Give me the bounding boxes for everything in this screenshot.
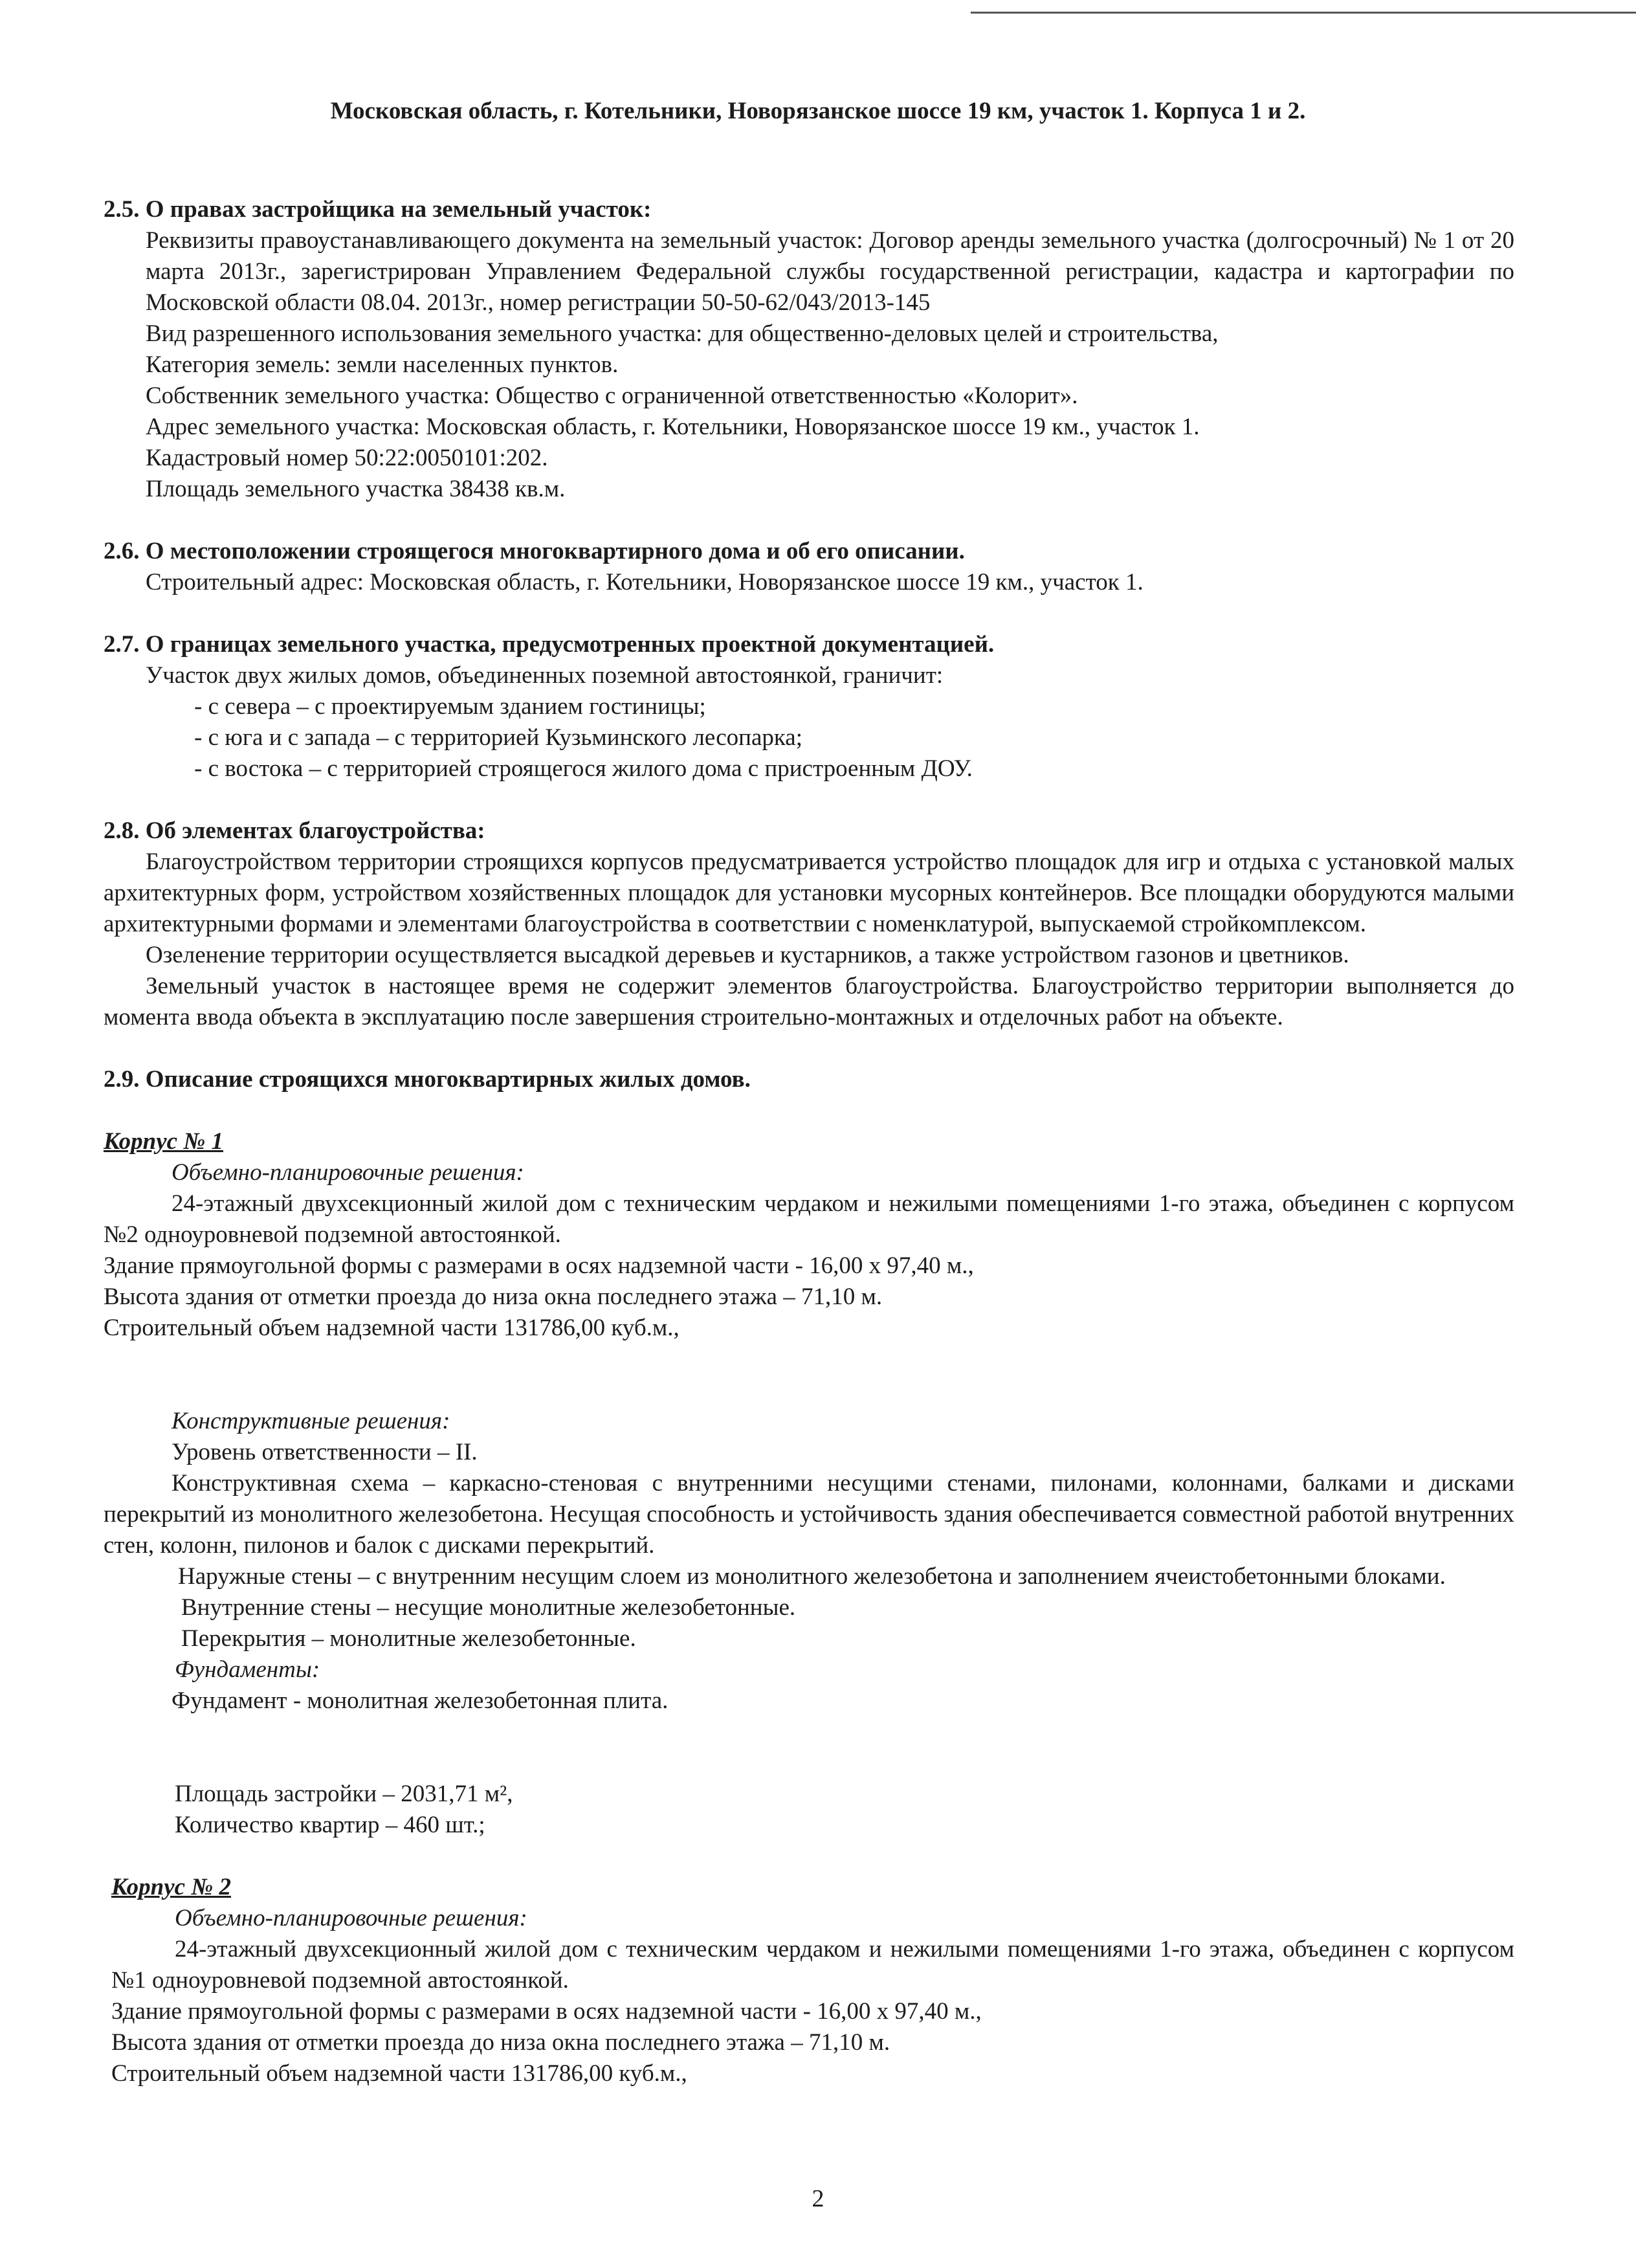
corpus-1-constr-label: Конструктивные решения: [171,1408,450,1434]
section-2-5-paragraph: Площадь земельного участка 38438 кв.м. [146,476,566,502]
section-2-5-paragraph: Адрес земельного участка: Московская область, г. Котельники, Новорязанское шоссе 19 км., участок 1. [146,414,1200,440]
boundary-list-item: - с востока – с территорией строящегося жилого дома с пристроенным ДОУ. [194,755,973,782]
boundary-list-item: - с юга и с запада – с территорией Кузьминского лесопарка; [194,724,802,751]
corpus-1-building-area: Площадь застройки – 2031,71 м², [175,1781,513,1807]
section-2-6-heading: 2.6. О местоположении строящегося многоквартирного дома и об его описании. [104,538,965,564]
corpus-1-constr-paragraph: Наружные стены – с внутренним несущим слоем из монолитного железобетона и заполнением ячеистобетонными блоками. [178,1563,1446,1590]
corpus-2-plan-paragraph: 24-этажный двухсекционный жилой дом с техническим чердаком и нежилыми помещениями 1-го этажа, объединен с корпусом №1 одноуровневой подземной автостоянкой. [111,1936,1514,1994]
corpus-1-plan-paragraph: Строительный объем надземной части 131786,00 куб.м., [104,1315,680,1341]
corpus-1-constr-paragraph: Конструктивная схема – каркасно-стеновая с внутренними несущими стенами, пилонами, колоннами, балками и дисками перекрытий из монолитного железобетона. Несущая способность и устойчивость здания обеспечивается совместной работой внутренних стен, колонн, пилонов и балок с дисками перекрытий. [104,1470,1514,1559]
section-2-5-paragraph: Категория земель: земли населенных пунктов. [146,351,619,378]
corpus-1-apartment-count: Количество квартир – 460 шт.; [175,1812,485,1838]
corpus-1-foundation-paragraph: Фундамент - монолитная железобетонная плита. [171,1687,669,1714]
section-2-6-paragraph: Строительный адрес: Московская область, г. Котельники, Новорязанское шоссе 19 км., участок 1. [146,569,1144,595]
section-2-7-heading: 2.7. О границах земельного участка, предусмотренных проектной документацией. [104,631,995,658]
page-title: Московская область, г. Котельники, Новорязанское шоссе 19 км, участок 1. Корпуса 1 и 2. [330,98,1306,124]
section-2-5-paragraph: Реквизиты правоустанавливающего документа на земельный участок: Договор аренды земельного участка (долгосрочный) № 1 от 20 марта 2013г., зарегистрирован Управлением Федеральной службы государственной регистрации, кадастра и картографии по Московской области 08.04. 2013г., номер регистрации 50-50-62/043/2013-145 [146,227,1514,316]
corpus-2-plan-label: Объемно-планировочные решения: [175,1905,527,1931]
corpus-1-plan-paragraph: 24-этажный двухсекционный жилой дом с техническим чердаком и нежилыми помещениями 1-го этажа, объединен с корпусом №2 одноуровневой подземной автостоянкой. [104,1190,1514,1248]
section-2-8-heading: 2.8. Об элементах благоустройства: [104,817,485,844]
section-2-5-paragraph: Собственник земельного участка: Общество с ограниченной ответственностью «Колорит». [146,383,1078,409]
scan-edge-line [971,12,1636,14]
boundary-list-item: - с севера – с проектируемым зданием гостиницы; [194,693,706,720]
corpus-1-foundation-label: Фундаменты: [175,1656,320,1683]
corpus-2-plan-paragraph: Строительный объем надземной части 131786,00 куб.м., [111,2060,687,2087]
corpus-1-title: Корпус № 1 [104,1128,223,1155]
corpus-1-constr-paragraph: Перекрытия – монолитные железобетонные. [181,1625,636,1652]
corpus-2-plan-paragraph: Высота здания от отметки проезда до низа окна последнего этажа – 71,10 м. [111,2029,890,2056]
corpus-1-plan-label: Объемно-планировочные решения: [171,1159,524,1186]
section-2-7-paragraph: Участок двух жилых домов, объединенных поземной автостоянкой, граничит: [146,662,944,689]
corpus-1-constr-paragraph: Уровень ответственности – II. [171,1439,478,1465]
section-2-8-paragraph: Земельный участок в настоящее время не содержит элементов благоустройства. Благоустройство территории выполняется до момента ввода объекта в эксплуатацию после завершения строительно-монтажных и отделочных работ на объекте. [104,973,1514,1030]
corpus-2-plan-paragraph: Здание прямоугольной формы с размерами в осях надземной части - 16,00 х 97,40 м., [111,1998,982,2025]
corpus-1-plan-paragraph: Высота здания от отметки проезда до низа окна последнего этажа – 71,10 м. [104,1284,883,1310]
section-2-8-paragraph: Благоустройством территории строящихся корпусов предусматривается устройство площадок для игр и отдыха с установкой малых архитектурных форм, устройством хозяйственных площадок для установки мусорных контейнеров. Все площадки оборудуются малыми архитектурными формами и элементами благоустройства в соответствии с номенклатурой, выпускаемой стройкомплексом. [104,849,1514,937]
corpus-1-plan-paragraph: Здание прямоугольной формы с размерами в осях надземной части - 16,00 х 97,40 м., [104,1252,974,1279]
section-2-5-heading: 2.5. О правах застройщика на земельный участок: [104,196,652,223]
corpus-2-title: Корпус № 2 [111,1874,231,1900]
section-2-5-paragraph: Кадастровый номер 50:22:0050101:202. [146,445,548,471]
document-body [104,194,1514,2089]
page-number: 2 [812,2185,824,2212]
corpus-1-constr-paragraph: Внутренние стены – несущие монолитные железобетонные. [181,1594,796,1621]
section-2-9-heading: 2.9. Описание строящихся многоквартирных жилых домов. [104,1066,751,1093]
section-2-8-paragraph: Озеленение территории осуществляется высадкой деревьев и кустарников, а также устройством газонов и цветников. [146,942,1349,968]
section-2-5-paragraph: Вид разрешенного использования земельного участка: для общественно-деловых целей и строительства, [146,320,1219,347]
